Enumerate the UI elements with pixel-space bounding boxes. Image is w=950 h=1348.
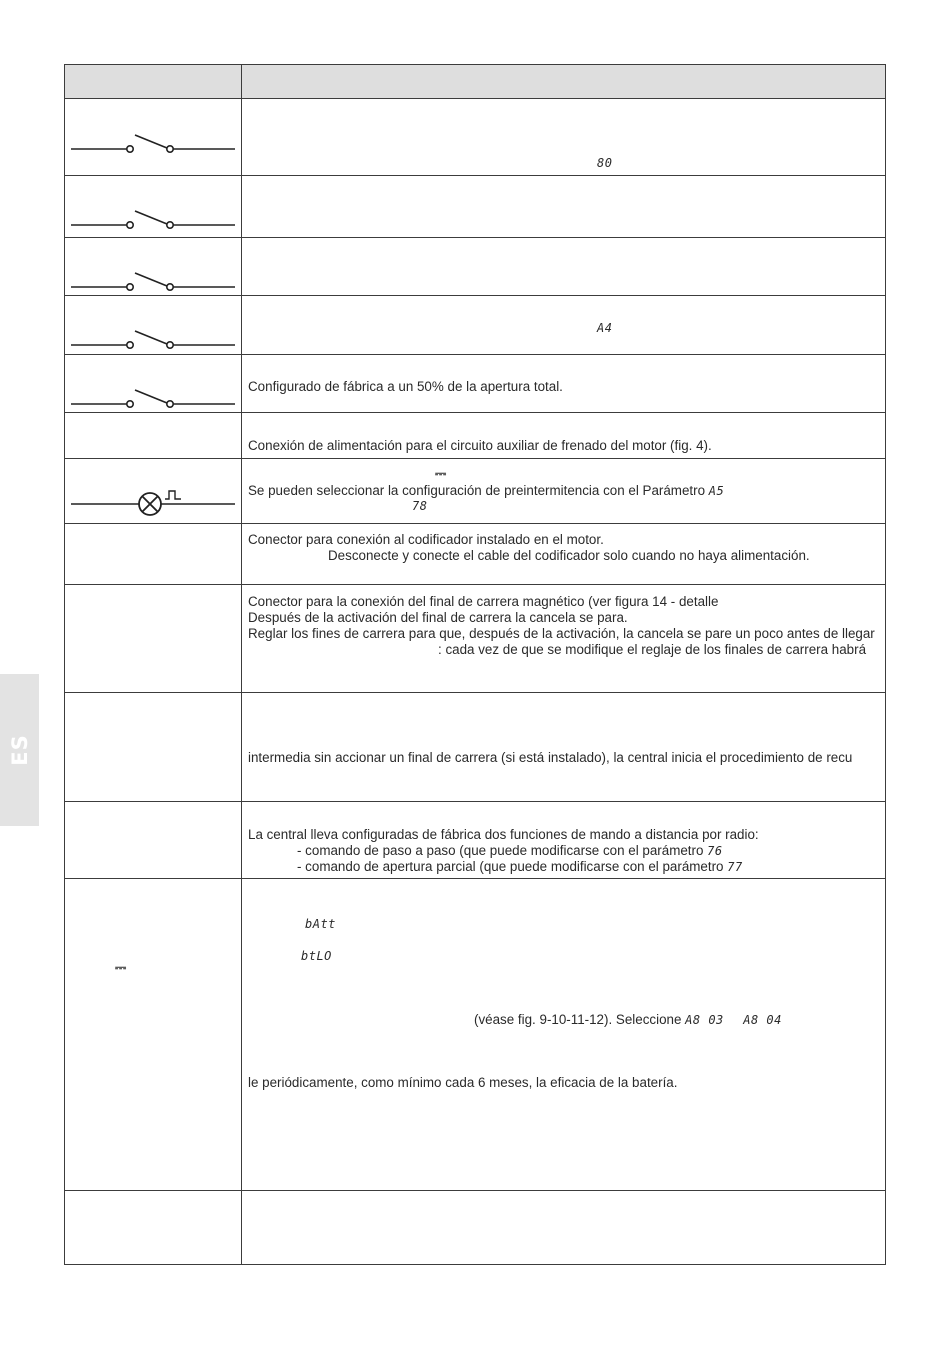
description-line: Conector para la conexión del final de carrera magnético (ver figura 14 - detalle <box>248 594 719 609</box>
table-row <box>65 1191 886 1265</box>
table-row <box>65 99 886 176</box>
description-line <box>297 859 881 876</box>
description-line: Desconecte y conecte el cable del codificador solo cuando no haya alimentación. <box>328 548 810 563</box>
table-row <box>65 693 886 802</box>
description-cell <box>242 413 886 459</box>
description-cell <box>242 585 886 693</box>
symbol-cell <box>65 879 242 1191</box>
description-cell <box>242 459 886 524</box>
table-row <box>65 585 886 693</box>
table-row <box>65 296 886 355</box>
symbol-cell <box>65 296 242 355</box>
description-cell <box>242 99 886 176</box>
description-cell <box>242 693 886 802</box>
table-row <box>65 355 886 413</box>
description-text: - comando de paso a paso (que puede modificarse con el parámetro <box>297 843 704 858</box>
symbol-cell <box>65 176 242 238</box>
table-row <box>65 413 886 459</box>
parameter-code: 78 <box>412 499 428 513</box>
normally-open-switch-icon <box>65 238 241 295</box>
table-row <box>65 176 886 238</box>
parameter-code: 76 <box>707 844 723 858</box>
symbol-cell <box>65 459 242 524</box>
normally-open-switch-icon <box>65 176 241 237</box>
table-row <box>65 802 886 879</box>
description-text: - comando de apertura parcial (que puede modificarse con el parámetro <box>297 859 724 874</box>
description-cell <box>242 879 886 1191</box>
description-line: La central lleva configuradas de fábrica dos funciones de mando a distancia por radio: <box>248 827 759 842</box>
description-text <box>248 483 881 500</box>
parameter-code: 80 <box>597 156 613 170</box>
terminal-table <box>64 64 886 1265</box>
language-side-tab <box>0 674 39 826</box>
table-row <box>65 459 886 524</box>
symbol-cell <box>65 413 242 459</box>
description-line: Reglar los fines de carrera para que, después de la activación, la cancela se pare un poco antes de llegar <box>248 626 875 641</box>
normally-open-switch-icon <box>65 99 241 175</box>
description-cell <box>242 524 886 585</box>
description-cell <box>242 176 886 238</box>
description-line: Después de la activación del final de carrera la cancela se para. <box>248 610 628 625</box>
dc-voltage-icon: ⎓ <box>435 465 447 481</box>
header-cell-symbol <box>65 65 242 99</box>
normally-open-switch-icon <box>65 296 241 354</box>
description-cell <box>242 238 886 296</box>
table-row <box>65 524 886 585</box>
parameter-code: A8 03 <box>685 1013 724 1027</box>
table-row <box>65 238 886 296</box>
description-text: Conexión de alimentación para el circuito auxiliar de frenado del motor (fig. 4). <box>248 438 712 453</box>
parameter-code: A4 <box>597 321 613 335</box>
description-cell <box>242 1191 886 1265</box>
parameter-code: A5 <box>708 484 725 498</box>
symbol-cell <box>65 1191 242 1265</box>
description-cell <box>242 355 886 413</box>
description-line <box>474 1012 881 1029</box>
parameter-code: 77 <box>727 860 743 874</box>
description-line: Conector para conexión al codificador instalado en el motor. <box>248 532 604 547</box>
dc-voltage-icon: ⎓ <box>115 959 127 975</box>
symbol-cell <box>65 355 242 413</box>
description-line: Se pueden seleccionar la configuración de preintermitencia con el Parámetro <box>248 483 706 498</box>
symbol-cell <box>65 693 242 802</box>
table-header-row <box>65 65 886 99</box>
symbol-cell <box>65 99 242 176</box>
description-text: Configurado de fábrica a un 50% de la apertura total. <box>248 379 563 394</box>
flashing-lamp-icon <box>65 459 241 523</box>
table-row <box>65 879 886 1191</box>
display-code-batt: bAtt <box>305 917 336 931</box>
description-cell <box>242 296 886 355</box>
header-cell-description <box>242 65 886 99</box>
description-line: le periódicamente, como mínimo cada 6 meses, la eficacia de la batería. <box>248 1075 678 1090</box>
symbol-cell <box>65 524 242 585</box>
parameter-code: A8 04 <box>743 1013 782 1027</box>
normally-open-switch-icon <box>65 355 241 412</box>
description-line: : cada vez de que se modifique el reglaje de los finales de carrera habrá <box>438 642 867 657</box>
language-tab-label: ES <box>7 734 32 766</box>
description-line: intermedia sin accionar un final de carrera (si está instalado), la central inicia el procedimiento de recu <box>248 750 853 765</box>
description-cell <box>242 802 886 879</box>
description-line <box>297 843 881 860</box>
symbol-cell <box>65 802 242 879</box>
display-code-btlo: btLO <box>301 949 332 963</box>
symbol-cell <box>65 238 242 296</box>
symbol-cell <box>65 585 242 693</box>
description-text: (véase fig. 9-10-11-12). Seleccione <box>474 1012 682 1027</box>
